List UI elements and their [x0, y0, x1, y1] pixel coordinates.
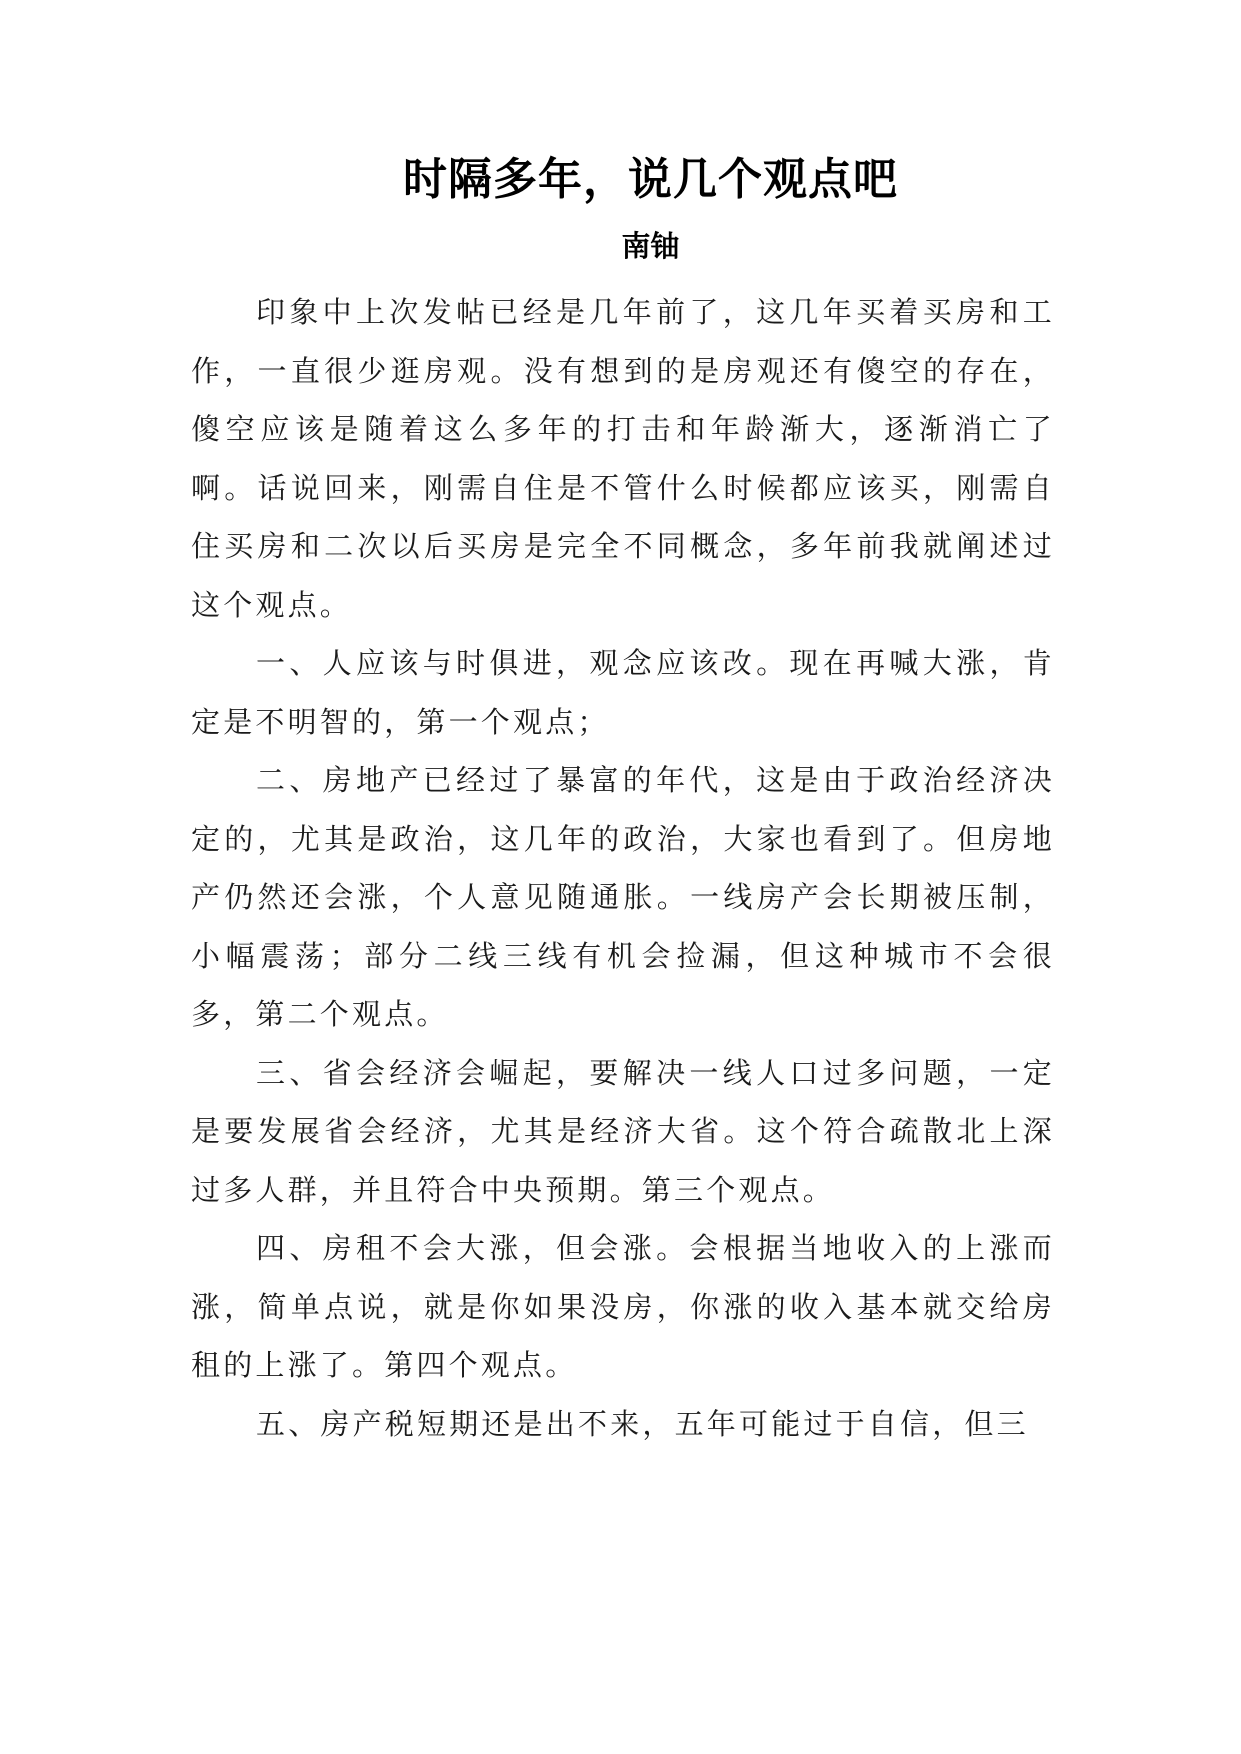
document-body — [191, 283, 1055, 1453]
paragraph-intro: 印象中上次发帖已经是几年前了，这几年买着买房和工作，一直很少逛房观。没有想到的是房观还有傻空的存在，傻空应该是随着这么多年的打击和年龄渐大，逐渐消亡了啊。话说回来，刚需自住是不管什么时候都应该买，刚需自住买房和二次以后买房是完全不同概念，多年前我就阐述过这个观点。 — [191, 295, 1055, 622]
document-title: 时隔多年，说几个观点吧 — [403, 154, 898, 205]
paragraph-point-3: 三、省会经济会崛起，要解决一线人口过多问题，一定是要发展省会经济，尤其是经济大省。这个符合疏散北上深过多人群，并且符合中央预期。第三个观点。 — [191, 1055, 1055, 1207]
paragraph-point-4: 四、房租不会大涨，但会涨。会根据当地收入的上涨而涨，简单点说，就是你如果没房，你涨的收入基本就交给房租的上涨了。第四个观点。 — [191, 1231, 1055, 1382]
paragraph-point-2: 二、房地产已经过了暴富的年代，这是由于政治经济决定的，尤其是政治，这几年的政治，大家也看到了。但房地产仍然还会涨，个人意见随通胀。一线房产会长期被压制，小幅震荡；部分二线三线有机会捡漏，但这种城市不会很多，第二个观点。 — [191, 763, 1055, 1031]
paragraph-point-1: 一、人应该与时俱进，观念应该改。现在再喊大涨，肯定是不明智的，第一个观点； — [191, 646, 1055, 739]
document-author: 南铀 — [621, 229, 680, 263]
paragraph-point-5: 五、房产税短期还是出不来，五年可能过于自信，但三 — [256, 1406, 1029, 1441]
